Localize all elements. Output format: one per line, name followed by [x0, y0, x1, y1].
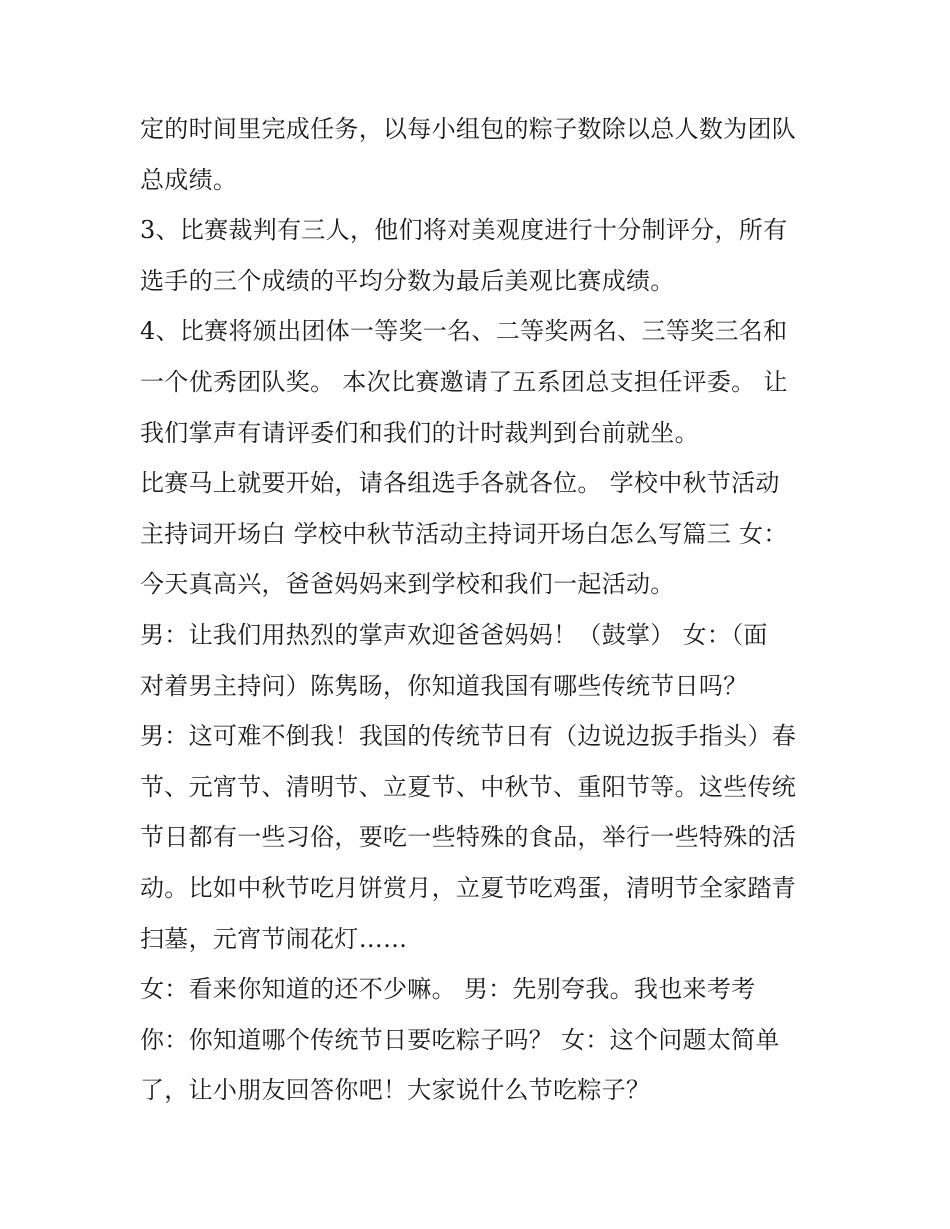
text-line: 比赛马上就要开始，请各组选手各就各位。 学校中秋节活动	[140, 469, 780, 497]
text-line: 女：看来你知道的还不少嘛。 男：先别夸我。我也来考考	[140, 975, 756, 1003]
text-line: 对着男主持问）陈隽旸，你知道我国有哪些传统节日吗？	[140, 672, 748, 700]
text-line: 节、元宵节、清明节、立夏节、中秋节、重阳节等。这些传统	[140, 773, 797, 801]
text-line: 男：让我们用热烈的掌声欢迎爸爸妈妈！（鼓掌） 女：（面	[140, 621, 768, 649]
text-line: 扫墓，元宵节闹花灯……	[140, 925, 408, 953]
text-line: 今天真高兴，爸爸妈妈来到学校和我们一起活动。	[140, 570, 675, 598]
text-line: 3、比赛裁判有三人，他们将对美观度进行十分制评分，所有	[140, 216, 788, 244]
text-line: 动。比如中秋节吃月饼赏月，立夏节吃鸡蛋，清明节全家踏青	[140, 874, 797, 902]
text-line: 了，让小朋友回答你吧！大家说什么节吃粽子？	[140, 1076, 651, 1104]
text-line: 我们掌声有请评委们和我们的计时裁判到台前就坐。	[140, 419, 699, 447]
text-line: 总成绩。	[140, 166, 238, 194]
text-line: 4、比赛将颁出团体一等奖一名、二等奖两名、三等奖三名和	[140, 317, 788, 345]
text-line: 男：这可难不倒我！我国的传统节日有（边说边扳手指头）春	[140, 722, 797, 750]
text-line: 一个优秀团队奖。 本次比赛邀请了五系团总支担任评委。 让	[140, 368, 788, 396]
text-line: 选手的三个成绩的平均分数为最后美观比赛成绩。	[140, 267, 675, 295]
text-line: 定的时间里完成任务，以每小组包的粽子数除以总人数为团队	[140, 115, 797, 143]
text-line: 你：你知道哪个传统节日要吃粽子吗？ 女：这个问题太简单	[140, 1026, 780, 1054]
text-line: 节日都有一些习俗，要吃一些特殊的食品，举行一些特殊的活	[140, 823, 797, 851]
text-line: 主持词开场白 学校中秋节活动主持词开场白怎么写篇三 女：	[140, 520, 788, 548]
